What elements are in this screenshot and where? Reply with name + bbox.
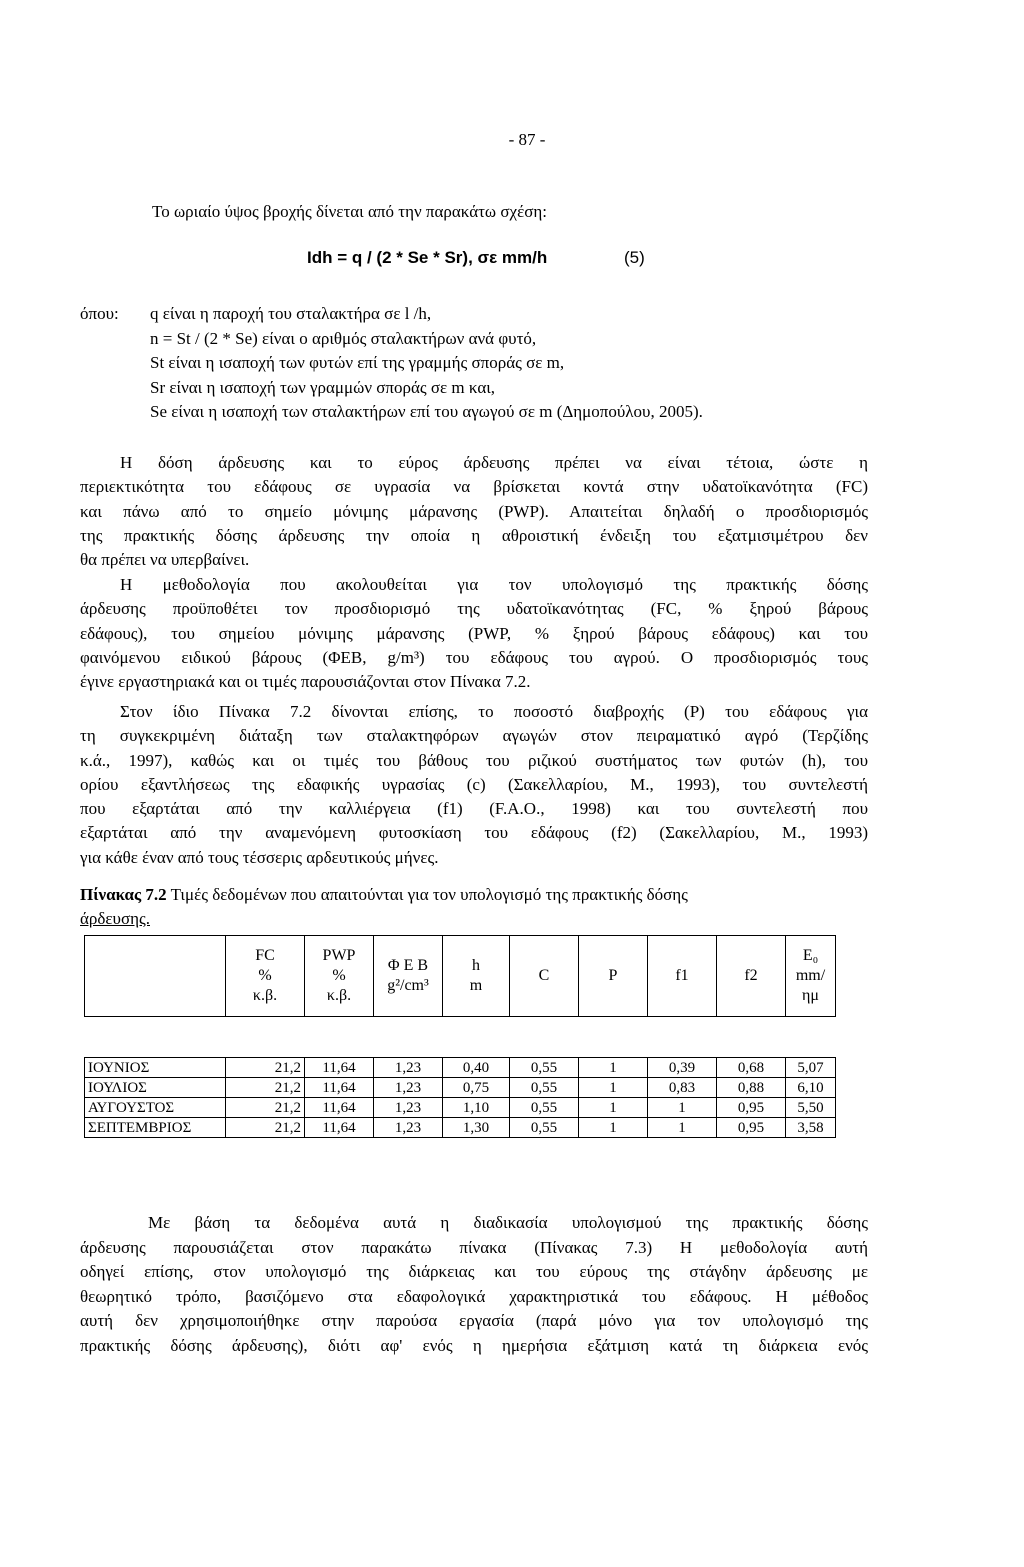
paragraph-1 [80, 451, 868, 572]
header-feb: Φ Ε Β g²/cm³ [374, 936, 443, 1017]
paragraph-line: άρδευσης παρουσιάζεται στον παρακάτω πίνακα (Πίνακας 7.3) Η μεθοδολογία αυτή [80, 1237, 868, 1257]
cell: 11,64 [305, 1098, 374, 1118]
cell: 0,39 [648, 1058, 717, 1078]
cell: 0,88 [717, 1078, 786, 1098]
paragraph-line: Η μεθοδολογία που ακολουθείται για τον υπολογισμό της πρακτικής δόσης [120, 575, 868, 594]
intro-text: Το ωριαίο ύψος βροχής δίνεται από την παρακάτω σχέση: [152, 202, 548, 221]
cell: 11,64 [305, 1078, 374, 1098]
cell: 21,2 [226, 1058, 305, 1078]
paragraph-line: άρδευσης προϋποθέτει τον προσδιορισμό της υδατοϊκανότητας (FC, % ξηρού βάρους [80, 599, 868, 619]
cell: 1 [579, 1078, 648, 1098]
cell: 21,2 [226, 1078, 305, 1098]
cell: 1 [579, 1058, 648, 1078]
header-p: P [579, 936, 648, 1017]
paragraph-line: έγινε εργαστηριακά και οι τιμές παρουσιάζονται στον Πίνακα 7.2. [80, 672, 531, 692]
header-f2: f2 [717, 936, 786, 1017]
table-row [85, 1118, 836, 1138]
paragraph-line: φαινόμενου ειδικού βάρους (ΦΕΒ, g/m³) του εδάφους του αγρού. Ο προσδιορισμός τους [80, 647, 868, 667]
header-f1: f1 [648, 936, 717, 1017]
caption-label: Πίνακας 7.2 [80, 885, 167, 904]
paragraph-line: Με βάση τα δεδομένα αυτά η διαδικασία υπολογισμού της πρακτικής δόσης [148, 1213, 868, 1232]
paragraph-4 [80, 1211, 868, 1358]
cell-month: ΙΟΥΝΙΟΣ [85, 1058, 226, 1078]
cell: 21,2 [226, 1118, 305, 1138]
data-table [84, 935, 836, 1138]
cell: 21,2 [226, 1098, 305, 1118]
paragraph-line: θεωρητικό τρόπο, βασιζόμενο στα εδαφολογικά χαρακτηριστικά του εδάφους. Η μέθοδος [80, 1286, 868, 1306]
cell: 5,07 [786, 1058, 836, 1078]
cell: 11,64 [305, 1058, 374, 1078]
where-item: n = St / (2 * Se) είναι ο αριθμός σταλακτήρων ανά φυτό, [150, 328, 537, 348]
cell: 1,30 [443, 1118, 510, 1138]
header-h: h m [443, 936, 510, 1017]
cell: 1,23 [374, 1058, 443, 1078]
header-c: C [510, 936, 579, 1017]
cell-month: ΑΥΓΟΥΣΤΟΣ [85, 1098, 226, 1118]
cell: 11,64 [305, 1118, 374, 1138]
caption-text-continued: άρδευσης. [80, 909, 150, 928]
where-list [150, 302, 703, 425]
cell: 3,58 [786, 1118, 836, 1138]
equation-number: (5) [624, 248, 645, 267]
cell: 0,55 [510, 1098, 579, 1118]
where-item: Sr είναι η ισαποχή των γραμμών σποράς σε m και, [150, 377, 496, 397]
paragraph-line: εδάφους), του σημείου μόνιμης μάρανσης (PWP, % ξηρού βάρους εδάφους) και του [80, 623, 868, 643]
cell: 6,10 [786, 1078, 836, 1098]
paragraph-3 [80, 700, 868, 870]
paragraph-line: περιεκτικότητα του εδάφους σε υγρασία να βρίσκεται κοντά στην υδατοϊκανότητα (FC) [80, 477, 868, 497]
table-header-row [85, 936, 836, 1017]
cell: 0,68 [717, 1058, 786, 1078]
paragraph-line: και πάνω από το σημείο μόνιμης μάρανσης (PWP). Απαιτείται δηλαδή ο προσδιορισμός [80, 501, 868, 521]
page-number: - 87 - [508, 130, 546, 149]
paragraph-line: Η δόση άρδευσης και το εύρος άρδευσης πρέπει να είναι τέτοια, ώστε η [120, 453, 868, 472]
paragraph-line: της πρακτικής δόσης άρδευσης την οποία η αθροιστική ένδειξη του εξατμισιμέτρου δεν [80, 525, 868, 545]
paragraph-line: θα πρέπει να υπερβαίνει. [80, 550, 250, 570]
cell: 5,50 [786, 1098, 836, 1118]
cell: 0,83 [648, 1078, 717, 1098]
cell-month: ΙΟΥΛΙΟΣ [85, 1078, 226, 1098]
header-e0: E₀ mm/ημ [786, 936, 836, 1017]
cell: 0,75 [443, 1078, 510, 1098]
where-item: Se είναι η ισαποχή των σταλακτήρων επί του αγωγού σε m (Δημοπούλου, 2005). [150, 402, 703, 421]
paragraph-line: που εξαρτάται από την καλλιέργεια (f1) (F.A.O., 1998) και του συντελεστή που [80, 799, 868, 819]
cell: 0,55 [510, 1058, 579, 1078]
where-item: q είναι η παροχή του σταλακτήρα σε l /h, [150, 304, 432, 323]
cell: 1,23 [374, 1078, 443, 1098]
cell: 0,40 [443, 1058, 510, 1078]
cell: 1,23 [374, 1118, 443, 1138]
cell: 1,23 [374, 1098, 443, 1118]
paragraph-line: εξαρτάται από την αναμενόμενη φυτοσκίαση του εδάφους (f2) (Σακελλαρίου, Μ., 1993) [80, 823, 868, 843]
cell: 1 [648, 1118, 717, 1138]
cell: 0,55 [510, 1078, 579, 1098]
where-label: όπου: [80, 304, 119, 323]
caption-text: Τιμές δεδομένων που απαιτούνται για τον υπολογισμό της πρακτικής δόσης [166, 885, 688, 904]
table-row [85, 1098, 836, 1118]
equation-formula: Idh = q / (2 * Se * Sr), σε mm/h [307, 248, 548, 267]
where-item: St είναι η ισαποχή των φυτών επί της γραμμής σποράς σε m, [150, 353, 565, 372]
table-caption [80, 883, 868, 931]
paragraph-line: πρακτικής δόσης άρδευσης), διότι αφ' ενός η ημερήσια εξάτμιση κατά τη διάρκεια ενός [80, 1335, 868, 1355]
header-fc: FC % κ.β. [226, 936, 305, 1017]
header-empty [85, 936, 226, 1017]
cell: 1 [579, 1118, 648, 1138]
table-row [85, 1058, 836, 1078]
table-spacer-row [85, 1017, 836, 1058]
paragraph-line: οδηγεί επίσης, στον υπολογισμό της διάρκειας και του εύρους της στάγδην άρδευσης με [80, 1262, 868, 1281]
cell: 0,95 [717, 1118, 786, 1138]
cell: 1 [579, 1098, 648, 1118]
paragraph-2 [80, 573, 868, 694]
paragraph-line: τη συγκεκριμένη διάταξη των σταλακτηφόρων αγωγών στον πειραματικό αγρό (Τερζίδης [80, 726, 868, 746]
paragraph-line: κ.ά., 1997), καθώς και οι τιμές του βάθους του ριζικού συστήματος των φυτών (h), του [80, 750, 868, 770]
cell: 0,55 [510, 1118, 579, 1138]
paragraph-line: αυτή δεν χρησιμοποιήθηκε στην παρούσα εργασία (παρά μόνο για τον υπολογισμό της [80, 1311, 868, 1330]
paragraph-line: Στον ίδιο Πίνακα 7.2 δίνονται επίσης, το ποσοστό διαβροχής (P) του εδάφους για [120, 702, 868, 721]
paragraph-line: ορίου εξαντλήσεως της εδαφικής υγρασίας (c) (Σακελλαρίου, Μ., 1993), του συντελεστή [80, 774, 868, 794]
cell: 1,10 [443, 1098, 510, 1118]
table-row [85, 1078, 836, 1098]
cell: 1 [648, 1098, 717, 1118]
header-pwp: PWP % κ.β. [305, 936, 374, 1017]
cell: 0,95 [717, 1098, 786, 1118]
cell-month: ΣΕΠΤΕΜΒΡΙΟΣ [85, 1118, 226, 1138]
paragraph-line: για κάθε έναν από τους τέσσερις αρδευτικούς μήνες. [80, 847, 439, 867]
